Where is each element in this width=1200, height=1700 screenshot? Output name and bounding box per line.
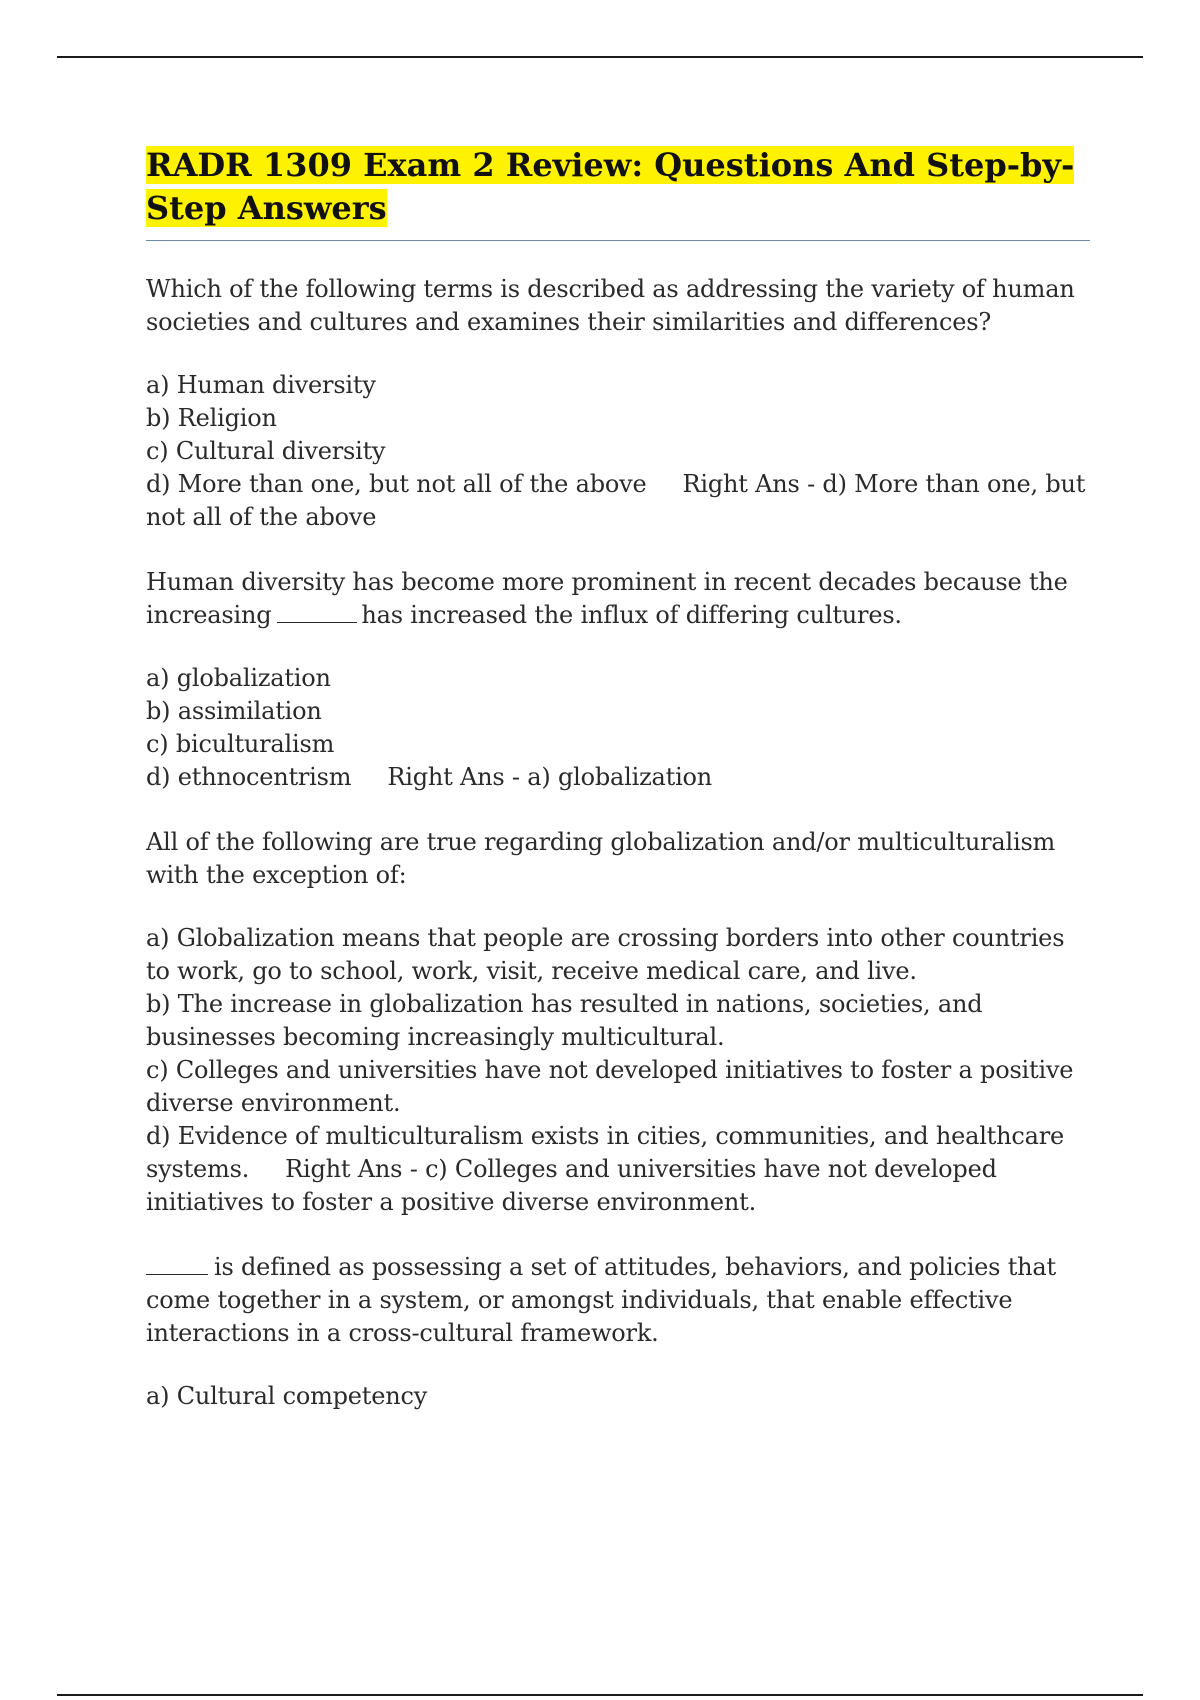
option-c: c) biculturalism (146, 730, 335, 758)
question-1 (146, 273, 1090, 534)
question-2 (146, 566, 1090, 794)
option-a: a) globalization (146, 664, 331, 692)
question-options (146, 922, 1090, 1219)
option-a: a) Cultural competency (146, 1382, 428, 1410)
question-prompt (146, 1251, 1090, 1350)
footer-rule (57, 1694, 1143, 1696)
question-3 (146, 826, 1090, 1219)
prompt-after-blank: is defined as possessing a set of attitudes, behaviors, and policies that come together in a system, or amongst individuals, that enable effective interactions in a cross-cultural framework. (146, 1253, 1056, 1347)
option-b: b) assimilation (146, 697, 322, 725)
document-title (146, 144, 1090, 230)
question-options (146, 369, 1090, 534)
option-c: c) Cultural diversity (146, 437, 386, 465)
question-4 (146, 1251, 1090, 1413)
fill-in-blank (277, 600, 357, 623)
fill-in-blank (146, 1252, 208, 1275)
option-d (146, 1120, 1090, 1219)
option-d-text: d) ethnocentrism (146, 763, 352, 791)
title-highlight: RADR 1309 Exam 2 Review: Questions And Step-by-Step Answers (146, 146, 1075, 227)
question-options (146, 1380, 1090, 1413)
question-prompt: All of the following are true regarding globalization and/or multiculturalism with the exception of: (146, 828, 1056, 889)
option-b: b) The increase in globalization has resulted in nations, societies, and businesses becoming increasingly multicultural. (146, 990, 983, 1051)
title-underline (146, 240, 1090, 241)
option-d (146, 468, 1090, 534)
header-rule (57, 56, 1143, 58)
option-d-text: d) Evidence of multiculturalism exists in cities, communities, and healthcare systems. (146, 1122, 1065, 1183)
option-d (146, 761, 1090, 794)
option-d-text: d) More than one, but not all of the above (146, 470, 647, 498)
prompt-after-blank: has increased the influx of differing cultures. (361, 601, 902, 629)
document-body (146, 144, 1090, 1413)
right-answer: Right Ans - c) Colleges and universities have not developed initiatives to foster a positive diverse environment. (146, 1155, 997, 1216)
option-b: b) Religion (146, 404, 277, 432)
option-c: c) Colleges and universities have not developed initiatives to foster a positive diverse environment. (146, 1056, 1074, 1117)
question-prompt (146, 566, 1090, 632)
option-a: a) Human diversity (146, 371, 376, 399)
question-options (146, 662, 1090, 794)
option-a: a) Globalization means that people are crossing borders into other countries to work, go to school, work, visit, receive medical care, and live. (146, 924, 1065, 985)
question-prompt: Which of the following terms is described as addressing the variety of human societies and cultures and examines their similarities and differences? (146, 275, 1075, 336)
prompt-before-blank: Human diversity has become more prominent in recent decades because the increasing (146, 568, 1068, 629)
right-answer: Right Ans - a) globalization (387, 763, 713, 791)
right-answer: Right Ans - d) More than one, but not all of the above (146, 470, 1086, 531)
